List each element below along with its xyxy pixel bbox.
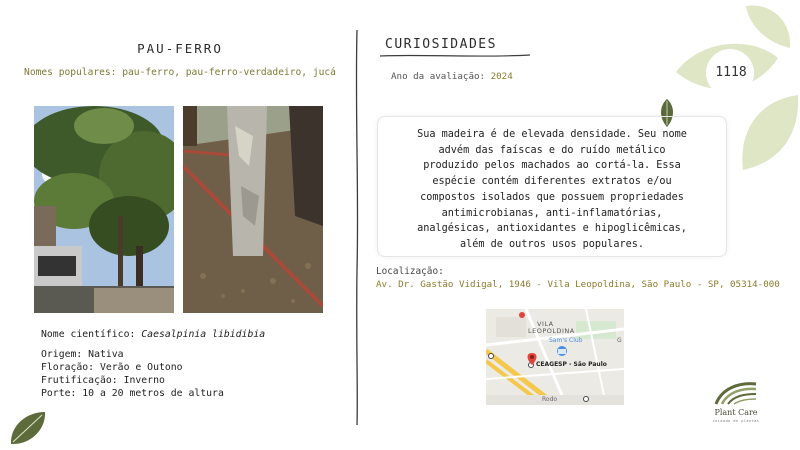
popular-names: Nomes populares: pau-ferro, pau-ferro-verdadeiro, jucá (24, 67, 336, 78)
curiosity-line: compostos isolados que possuem propriedades (420, 191, 684, 203)
evaluation-year (391, 71, 513, 82)
scientific-name-label: Nome científico: (41, 329, 136, 340)
curiosity-line: Sua madeira é de elevada densidade. Seu nome (417, 129, 687, 140)
curiosity-line: advém das faíscas e do ruído metálico (438, 144, 666, 156)
location-address[interactable]: Av. Dr. Gastão Vidigal, 1946 - Vila Leopoldina, São Paulo - SP, 05314-000 (376, 279, 780, 290)
tree-canopy-photo (34, 106, 174, 313)
detail-fruiting: Frutificação: Inverno (41, 375, 165, 386)
leaf-icon (8, 408, 48, 448)
brand-name: Plant Care (714, 408, 758, 417)
location-label: Localização: (376, 266, 444, 277)
curiosities-underline (380, 53, 530, 59)
map-store-label: Sam's Club (549, 337, 583, 344)
curiosities-title: CURIOSIDADES (385, 37, 497, 52)
species-title: PAU-FERRO (137, 41, 223, 56)
record-number-badge: 1118 (715, 65, 747, 80)
detail-size: Porte: 10 a 20 metros de altura (41, 388, 224, 399)
map-district-line2: LEOPOLDINA (528, 327, 575, 335)
map-pin-label: CEAGESP - São Paulo (536, 361, 607, 368)
detail-origin: Origem: Nativa (41, 349, 124, 360)
tree-trunk-photo (183, 106, 323, 313)
map-district-line1: VILA (537, 320, 554, 328)
curiosity-line: além de outros usos populares. (459, 238, 644, 250)
curiosity-line: antimicrobianas, anti-inflamatórias, (441, 207, 663, 219)
curiosity-line: espécie contém diferentes extratos e/ou (432, 176, 672, 188)
curiosities-card (377, 116, 727, 257)
map-corner-letter: G (617, 337, 622, 344)
curiosity-line: produzido pelos machados ao cortá-la. Essa (423, 160, 681, 172)
scientific-name (41, 329, 265, 340)
curiosity-line: analgésicas, antioxidantes e hipoglicêmicas, (417, 223, 687, 235)
plant-care-logo-icon (714, 380, 758, 406)
scientific-name-value: Caesalpinia libidibia (141, 329, 266, 340)
map-street-label: Rodo (542, 396, 558, 403)
vertical-divider (354, 30, 360, 425)
evaluation-year-label: Ano da avaliação: (391, 71, 486, 82)
brand-tagline: cuidado de plantas (712, 419, 760, 423)
detail-flowering: Floração: Verão e Outono (41, 362, 183, 373)
evaluation-year-value: 2024 (490, 71, 513, 82)
location-map[interactable] (486, 309, 624, 405)
